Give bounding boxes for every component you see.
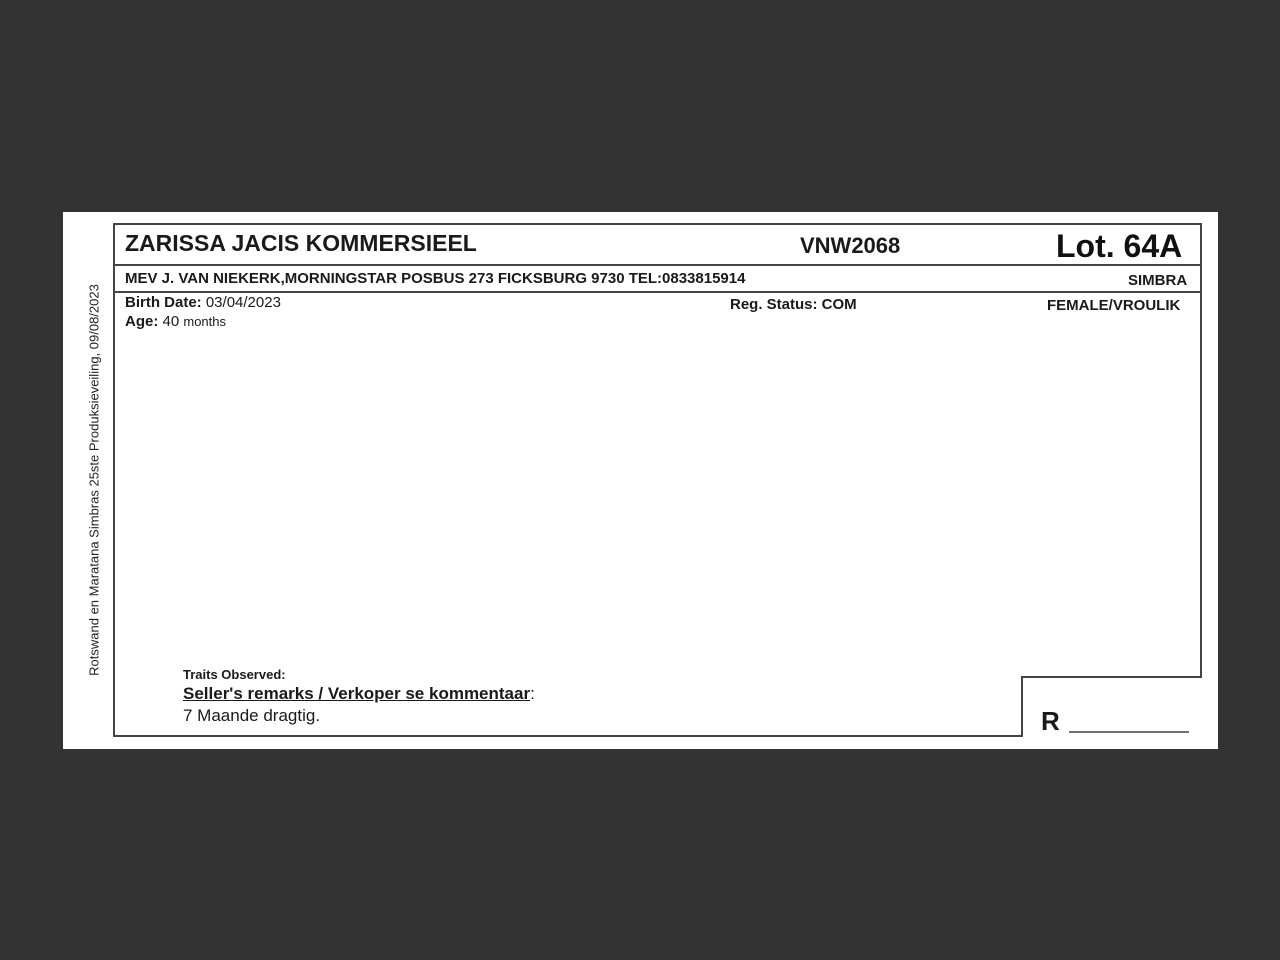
birth-date — [125, 294, 281, 311]
age-unit: months — [183, 314, 227, 329]
age — [125, 313, 226, 330]
seller-remarks-colon: : — [530, 684, 535, 703]
reg-status: Reg. Status: COM — [730, 296, 857, 313]
lot-number: Lot. 64A — [1056, 228, 1183, 264]
breed: SIMBRA — [1128, 272, 1188, 289]
seller-comment: 7 Maande dragtig. — [183, 706, 321, 725]
age-label: Age: — [125, 313, 159, 330]
price-currency: R — [1041, 706, 1060, 736]
birth-date-value: 03/04/2023 — [205, 294, 281, 311]
age-value: 40 — [162, 313, 180, 330]
animal-id: VNW2068 — [800, 233, 901, 258]
seller-remarks-label: Seller's remarks / Verkoper se kommentaar — [183, 684, 531, 703]
auction-caption: Rotswand en Maratana Simbras 25ste Produksieveiling, 09/08/2023 — [86, 284, 102, 676]
animal-name: ZARISSA JACIS KOMMERSIEEL — [125, 230, 477, 256]
seller-remarks-heading — [183, 684, 535, 704]
traits-observed-label: Traits Observed: — [183, 667, 286, 682]
owner-address: MEV J. VAN NIEKERK,MORNINGSTAR POSBUS 273 FICKSBURG 9730 TEL:0833815914 — [125, 270, 746, 287]
sex: FEMALE/VROULIK — [1047, 297, 1181, 314]
birth-date-label: Birth Date: — [125, 294, 202, 311]
